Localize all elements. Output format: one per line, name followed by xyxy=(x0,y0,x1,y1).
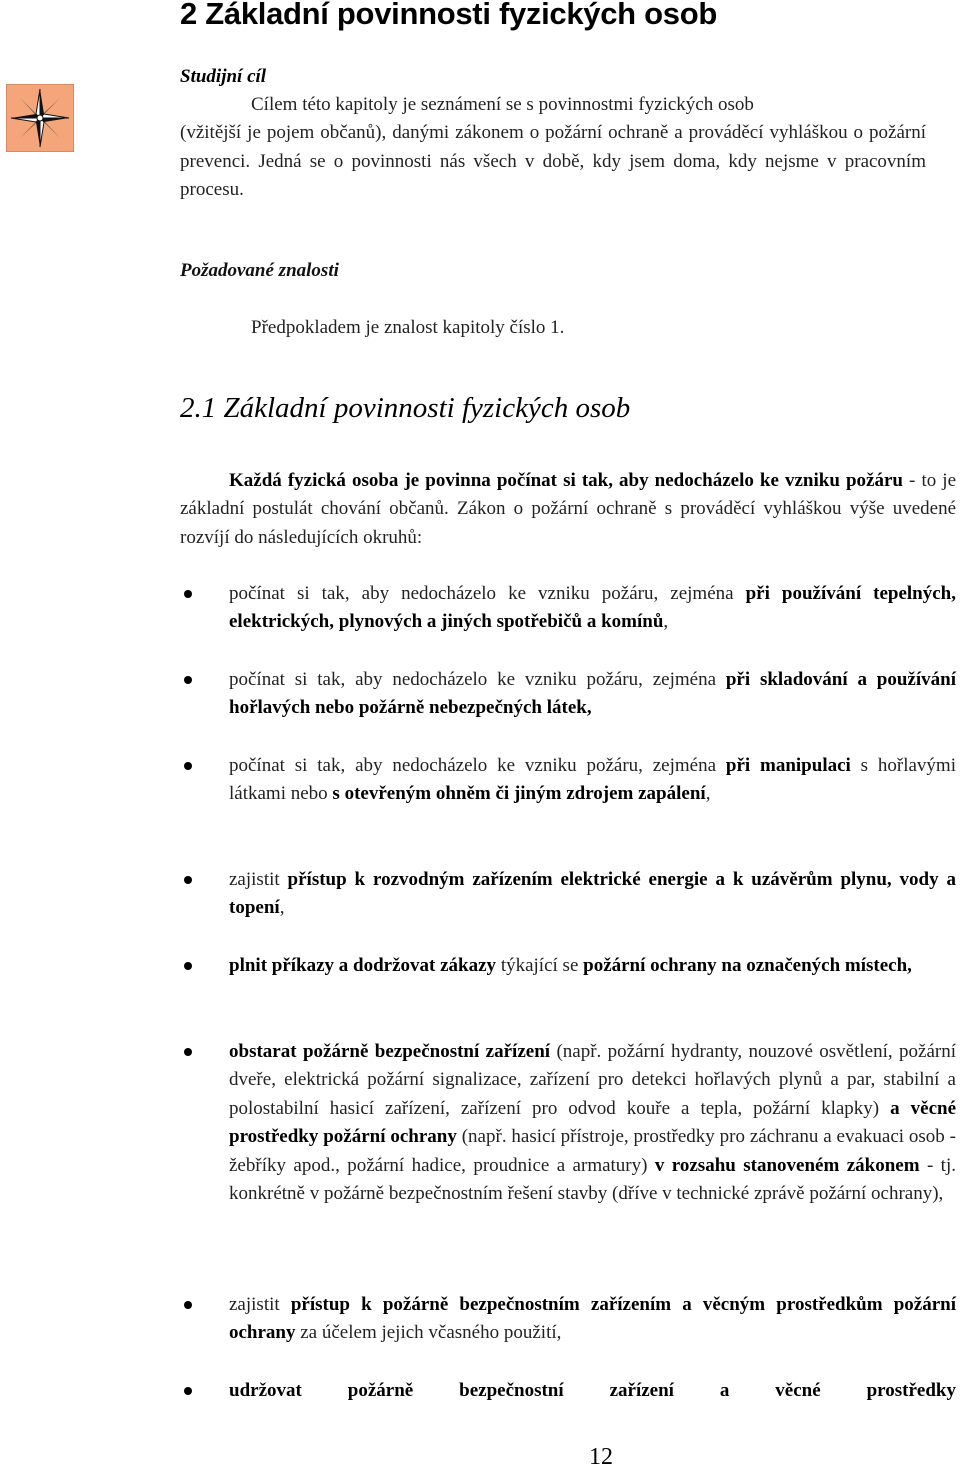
knowledge-text: Předpokladem je znalost kapitoly číslo 1. xyxy=(251,317,565,338)
text-run-bold: s otevřeným ohněm či jiným zdrojem zapálení xyxy=(332,783,706,805)
bullet-icon xyxy=(184,590,192,598)
text-run: zajistit xyxy=(229,1294,291,1315)
text-run: počínat si tak, aby nedocházelo ke vzniku požáru, zejména xyxy=(229,755,726,776)
text-run-bold: a věcné prostředky požární ochrany xyxy=(229,1097,956,1148)
text-run: s hořlavými látkami nebo xyxy=(229,755,956,805)
text-run: počínat si tak, aby nedocházelo ke vzniku požáru, zejména xyxy=(229,583,746,604)
text-run: zajistit xyxy=(229,869,288,890)
section-heading: 2.1 Základní povinnosti fyzických osob xyxy=(180,392,631,424)
goal-text-first-line: Cílem této kapitoly je seznámení se s povinnostmi fyzických osob xyxy=(251,94,754,115)
bullet-icon xyxy=(184,762,192,770)
text-run: , xyxy=(663,611,669,633)
text-run: týkající se xyxy=(496,955,584,976)
text-run-bold: plnit příkazy a dodržovat zákazy xyxy=(229,955,497,976)
text-run-bold: požární ochrany na označených místech, xyxy=(583,955,912,976)
text-run: , xyxy=(705,783,711,805)
intro-bold: Každá fyzická osoba je povinna počínat si tak, aby nedocházelo ke vzniku požáru xyxy=(229,470,903,491)
section-intro xyxy=(180,467,956,552)
text-run: - tj. konkrétně v požárně bezpečnostním řešení stavby (dříve v technické zprávě požární ochrany), xyxy=(229,1154,956,1205)
page-number: 12 xyxy=(589,1444,613,1470)
text-run: (např. požární hydranty, nouzové osvětlení, požární dveře, elektrická požární signalizace, zařízení pro detekci hořlavých plynů a par, stabilní a polostabilní hasicí zařízení, zařízení pro odvod kouře a tepla, požární klapky) xyxy=(229,1041,956,1119)
text-run: za účelem jejich včasného použití, xyxy=(295,1322,562,1344)
page-title: 2 Základní povinnosti fyzických osob xyxy=(180,0,717,31)
bullet-icon xyxy=(184,876,192,884)
text-run-bold: udržovat požárně bezpečnostní zařízení a věcné prostředky xyxy=(229,1380,956,1401)
list-item-text xyxy=(229,1377,956,1405)
goal-text xyxy=(180,91,926,205)
bullet-icon xyxy=(184,676,192,684)
goal-heading: Studijní cíl xyxy=(180,66,267,87)
text-run-bold: obstarat požárně bezpečnostní zařízení xyxy=(229,1041,551,1062)
list-item-text xyxy=(229,666,956,723)
text-run-bold: při manipulaci xyxy=(725,755,851,776)
text-run-bold: přístup k rozvodným zařízením elektrické energie a k uzávěrům plynu, vody a topení xyxy=(229,869,956,919)
goal-text-rest: (vžitější je pojem občanů), danými zákonem o požární ochraně a prováděcí vyhláškou o požární prevenci. Jedná se o povinnosti nás všech v době, kdy jsem doma, kdy nejsme v pracovním procesu. xyxy=(180,122,926,201)
intro-rest: - to je základní postulát chování občanů. Zákon o požární ochraně s prováděcí vyhláškou výše uvedené rozvíjí do následujících okruhů: xyxy=(180,470,956,548)
list-item-text xyxy=(229,952,956,980)
knowledge-heading: Požadované znalosti xyxy=(180,260,339,281)
bullet-icon xyxy=(184,1048,192,1056)
text-run: (např. hasicí přístroje, prostředky pro záchranu a evakuaci osob - žebříky apod., požární hadice, proudnice a armatury) xyxy=(229,1126,956,1176)
text-run-bold: přístup k požárně bezpečnostním zařízením a věcným prostředkům požární ochrany xyxy=(229,1294,956,1344)
bullet-icon xyxy=(184,1387,192,1395)
list-item-text xyxy=(229,752,956,809)
list-item-text xyxy=(229,580,956,637)
text-run: počínat si tak, aby nedocházelo ke vzniku požáru, zejména xyxy=(229,669,726,690)
text-run-bold: při používání tepelných, elektrických, plynových a jiných spotřebičů a komínů xyxy=(229,583,956,633)
text-run-bold: při skladování a používání hořlavých nebo požárně nebezpečných látek, xyxy=(229,669,956,719)
text-run-bold: v rozsahu stanoveném zákonem xyxy=(654,1154,920,1176)
list-item-text xyxy=(229,1291,956,1348)
list-item-text xyxy=(229,1038,956,1208)
compass-rose-icon xyxy=(6,84,74,152)
bullet-icon xyxy=(184,962,192,970)
bullet-icon xyxy=(184,1301,192,1309)
list-item-text xyxy=(229,866,956,923)
text-run: , xyxy=(279,897,285,919)
